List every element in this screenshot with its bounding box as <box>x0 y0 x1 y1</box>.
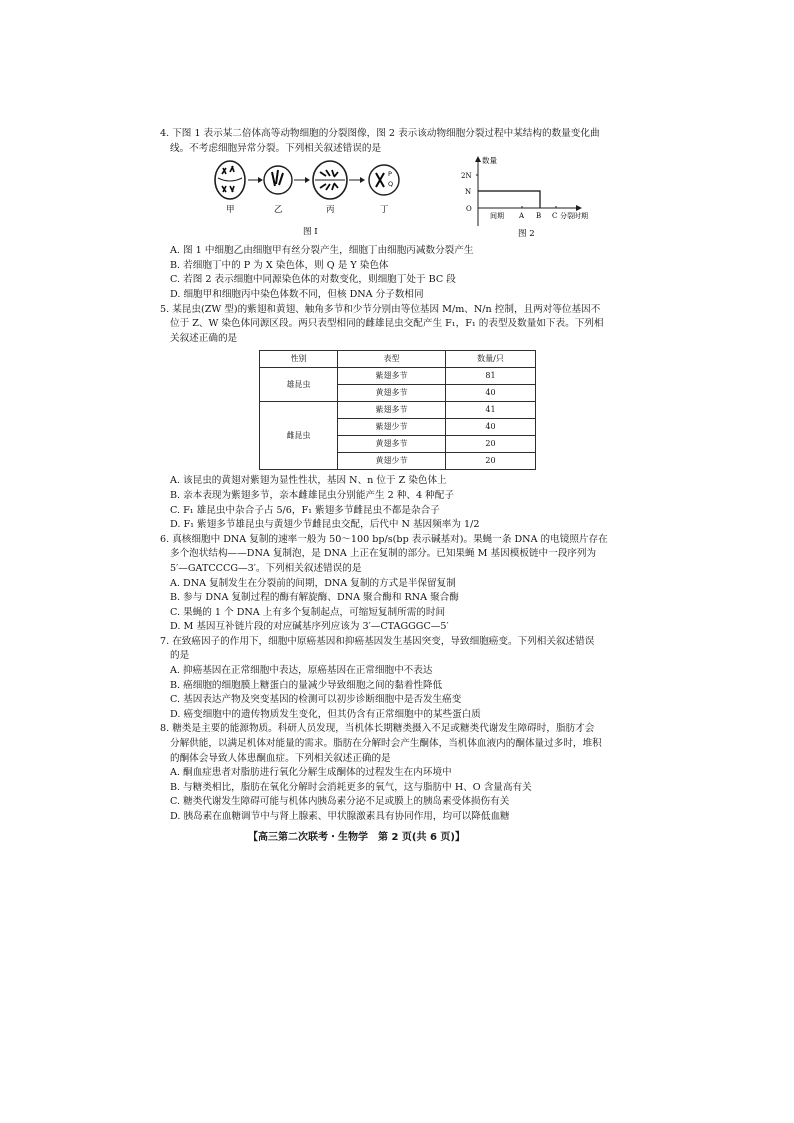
q4-stem-line-2: 线。不考虑细胞异常分裂。下列相关叙述错误的是 <box>170 142 382 154</box>
xlabel-c: C <box>552 212 558 221</box>
cell-phenotype: 紫翅多节 <box>338 402 446 419</box>
xlabel-a: A <box>519 212 525 221</box>
exam-page <box>160 127 652 825</box>
cell-count: 20 <box>446 453 536 470</box>
q6-stem-line-3: 5′—GATCCCG—3′。下列相关叙述错误的是 <box>170 562 362 574</box>
q8-option-d: D. 胰岛素在血糖调节中与肾上腺素、甲状腺激素具有协同作用，均可以降低血糖 <box>170 811 510 822</box>
cell-bing <box>313 161 347 199</box>
q8-option-c: C. 糖类代谢发生障碍可能与机体内胰岛素分泌不足或膜上的胰岛素受体损伤有关 <box>170 796 510 808</box>
figure-2-quantity-chart <box>456 154 596 244</box>
page-footer: 【高三第二次联考・生物学 第 2 页(共 6 页)】 <box>248 832 465 843</box>
table-row <box>260 368 536 385</box>
cell-jia <box>215 161 245 199</box>
chart-ylabel: 数量 <box>482 156 497 166</box>
th-sex: 性别 <box>260 351 338 368</box>
table-row <box>260 402 536 419</box>
figure-2-caption: 图 2 <box>518 229 535 240</box>
th-count: 数量/只 <box>446 351 536 368</box>
q4-option-c: C. 若图 2 表示细胞中同源染色体的对数变化，则细胞丁处于 BC 段 <box>170 274 456 286</box>
q6-stem-line-2: 多个泡状结构——DNA 复制泡，是 DNA 上正在复制的部分。已知果蝇 M 基因模板链中一段序列为 <box>170 548 597 560</box>
q6-option-c: C. 果蝇的 1 个 DNA 上有多个复制起点，可缩短复制所需的时间 <box>170 606 446 618</box>
cell-count: 40 <box>446 419 536 436</box>
question-5 <box>160 303 652 533</box>
cell-phenotype: 黄翅多节 <box>338 385 446 402</box>
q5-table <box>259 350 536 470</box>
cell-count: 81 <box>446 368 536 385</box>
q6-option-b: B. 参与 DNA 复制过程的酶有解旋酶、DNA 聚合酶和 RNA 聚合酶 <box>170 592 459 604</box>
q6-stem-line-1: 6. 真核细胞中 DNA 复制的速率一般为 50～100 bp/s(bp 表示碱基对)。果蝇一条 DNA 的电镜照片存在 <box>160 533 608 545</box>
q8-option-a: A. 酮血症患者对脂肪进行氧化分解生成酮体的过程发生在内环境中 <box>170 767 452 779</box>
q8-option-b: B. 与糖类相比，脂肪在氧化分解时会消耗更多的氧气，这与脂肪中 H、O 含量高有关 <box>170 781 532 793</box>
xlabel-division-time: 分裂时期 <box>560 212 588 221</box>
question-4 <box>160 127 652 303</box>
q7-option-a: A. 抑癌基因在正常细胞中表达，原癌基因在正常细胞中不表达 <box>170 665 433 677</box>
q8-stem-line-3: 的酮体会导致人体患酮血症。下列相关叙述正确的是 <box>170 752 391 764</box>
ytick-2n: 2N <box>461 172 472 181</box>
q6-option-d: D. M 基因互补链片段的对应碱基序列应该为 3′—CTAGGGC—5′ <box>170 621 449 633</box>
q8-stem-line-1: 8. 糖类是主要的能源物质。科研人员发现，当机体长期糖类摄入不足或糖类代谢发生障碍时，脂肪才会 <box>160 723 595 735</box>
q5-option-a: A. 该昆虫的黄翅对紫翅为显性性状，基因 N、n 位于 Z 染色体上 <box>170 475 447 487</box>
q5-option-c: C. F₁ 雄昆虫中杂合子占 5/6，F₁ 紫翅多节雌昆虫不都是杂合子 <box>170 504 440 516</box>
xlabel-interphase: 间期 <box>490 212 504 221</box>
cell-yi <box>264 166 292 194</box>
q7-option-b: B. 癌细胞的细胞膜上糖蛋白的量减少导致细胞之间的黏着性降低 <box>170 679 443 691</box>
q5-option-d: D. F₁ 紫翅多节雄昆虫与黄翅少节雌昆虫交配，后代中 N 基因频率为 1/2 <box>170 519 480 531</box>
label-ding: 丁 <box>380 205 389 216</box>
cell-ding <box>369 165 399 195</box>
label-jia: 甲 <box>226 205 235 216</box>
q7-stem-line-2: 的是 <box>170 650 190 662</box>
q4-stem-line-1: 4. 下图 1 表示某二倍体高等动物细胞的分裂图像，图 2 表示该动物细胞分裂过程中某结构的数量变化曲 <box>160 128 600 139</box>
ytick-n: N <box>465 188 472 197</box>
q5-stem-line-1: 5. 某昆虫(ZW 型)的紫翅和黄翅、触角多节和少节分别由等位基因 M/m、N/n 控制，且两对等位基因不 <box>160 303 601 315</box>
chart-curve <box>478 191 540 208</box>
figure-1-cell-division <box>208 158 420 244</box>
cell-phenotype: 黄翅少节 <box>338 453 446 470</box>
cell-count: 20 <box>446 436 536 453</box>
group-female: 雌昆虫 <box>260 402 338 470</box>
q5-stem-line-2: 位于 Z、W 染色体同源区段。两只表型相同的雌雄昆虫交配产生 F₁，F₁ 的表型及数量如下表。下列相 <box>170 318 604 330</box>
q4-option-b: B. 若细胞丁中的 P 为 X 染色体，则 Q 是 Y 染色体 <box>170 259 389 271</box>
q5-stem-line-3: 关叙述正确的是 <box>170 332 238 344</box>
cell-phenotype: 黄翅多节 <box>338 436 446 453</box>
q7-option-c: C. 基因表达产物及突变基因的检测可以初步诊断细胞中是否发生癌变 <box>170 694 462 706</box>
q4-option-d: D. 细胞甲和细胞丙中染色体数不同，但核 DNA 分子数相同 <box>170 288 424 300</box>
cell-letter-q: Q <box>388 180 394 189</box>
cell-count: 40 <box>446 385 536 402</box>
cell-count: 41 <box>446 402 536 419</box>
label-yi: 乙 <box>274 205 283 216</box>
label-bing: 丙 <box>326 205 335 216</box>
q8-stem-line-2: 分解供能，以满足机体对能量的需求。脂肪在分解时会产生酮体，当机体血液内的酮体量过多时，堆积 <box>170 738 602 750</box>
cell-phenotype: 紫翅少节 <box>338 419 446 436</box>
q6-option-a: A. DNA 复制发生在分裂前的间期，DNA 复制的方式是半保留复制 <box>170 577 456 589</box>
question-8 <box>160 722 652 824</box>
q7-stem-line-1: 7. 在致癌因子的作用下，细胞中原癌基因和抑癌基因发生基因突变，导致细胞癌变。下列相关叙述错误 <box>160 635 595 647</box>
question-7 <box>160 635 652 723</box>
table-header-row <box>260 351 536 368</box>
question-6 <box>160 533 652 635</box>
xlabel-b: B <box>536 212 542 221</box>
q5-option-b: B. 亲本表现为紫翅多节，亲本雌雄昆虫分别能产生 2 种、4 种配子 <box>170 489 454 501</box>
th-phenotype: 表型 <box>338 351 446 368</box>
q4-figures <box>160 158 652 244</box>
ytick-o: O <box>466 205 472 214</box>
q7-option-d: D. 癌变细胞中的遗传物质发生变化，但其仍含有正常细胞中的某些蛋白质 <box>170 708 481 720</box>
group-male: 雄昆虫 <box>260 368 338 402</box>
q4-option-a: A. 图 1 中细胞乙由细胞甲有丝分裂产生，细胞丁由细胞丙减数分裂产生 <box>170 245 474 257</box>
cell-letter-p: P <box>388 170 392 179</box>
cell-phenotype: 紫翅多节 <box>338 368 446 385</box>
figure-1-caption: 图 I <box>303 227 318 238</box>
